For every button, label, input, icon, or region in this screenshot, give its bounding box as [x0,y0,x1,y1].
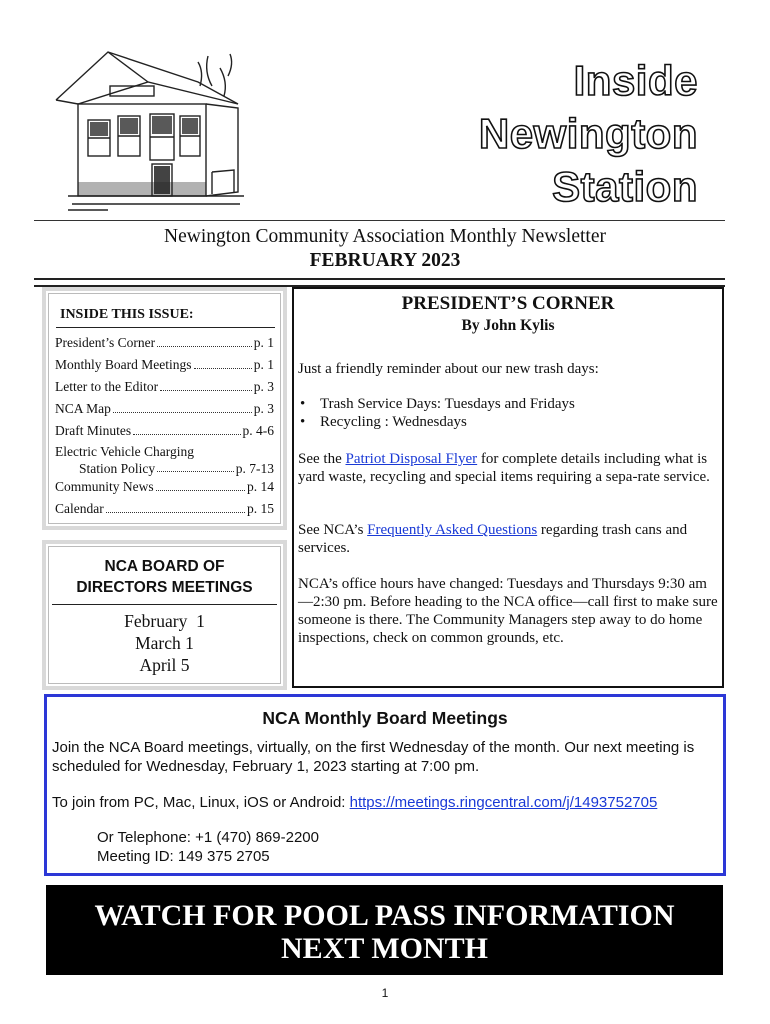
header-double-rule [34,278,725,287]
faq-link[interactable]: Frequently Asked Questions [367,522,538,538]
list-item: • Trash Service Days: Tuesdays and Fridays [320,395,740,413]
masthead-title-line3: Station [552,163,698,210]
toc-item-label: Calendar [55,501,104,516]
monthly-meetings-paragraph: Join the NCA Board meetings, virtually, on the first Wednesday of the month. Our next meeting is scheduled for Wednesday, February 1, 2023 starting at 7:00 pm. [52,739,695,775]
masthead-title-line2: Newington [478,110,698,157]
toc-item-label: Monthly Board Meetings [55,357,192,372]
toc-item-page: p. 7-13 [235,461,274,476]
join-text-pre: To join from PC, Mac, Linux, iOS or Android: [52,794,350,811]
toc-item-page: p. 3 [253,379,274,394]
flyer-text-pre: See the [298,451,346,467]
toc-item [55,477,274,496]
toc-item [55,355,274,374]
toc-item-label: Draft Minutes [55,423,132,438]
inside-this-issue-panel [42,287,287,530]
toc-item-page: p. 1 [253,335,274,350]
toc-item-label: Letter to the Editor [55,379,159,394]
board-meeting-date: March 1 [135,633,194,653]
trash-intro: Just a friendly reminder about our new trash days: [298,361,599,377]
toc-item-label: President’s Corner [55,335,156,350]
board-rule [52,604,277,605]
masthead-title-line1: Inside [573,57,698,104]
toc-item-page: p. 15 [247,501,274,516]
issue-date: FEBRUARY 2023 [309,250,461,271]
board-meeting-date: April 5 [139,655,190,675]
toc-item-page: p. 3 [253,401,274,416]
page-number: 1 [381,986,389,1000]
board-meetings-panel [42,540,287,690]
toc-item [55,399,274,418]
board-meeting-date: February 1 [124,611,205,631]
board-meetings-heading [46,556,283,598]
toc-item-label: NCA Map [55,401,111,416]
toc-item-label: Community News [55,479,154,494]
flyer-text-post: for complete details including what is yard waste, recycling and special items requiring a sepa-rate service. [298,451,710,485]
list-item: • Recycling : Wednesdays [320,413,740,431]
faq-paragraph [298,521,718,557]
toc-item-page: p. 4-6 [242,423,274,438]
meeting-id-line: Meeting ID: 149 375 2705 [97,848,270,865]
trash-days-list [298,395,740,431]
toc-item [55,499,274,518]
presidents-corner-byline: By John Kylis [461,317,555,334]
toc-rule [56,327,275,328]
station-illustration [48,42,248,220]
pool-pass-banner [46,885,723,975]
patriot-disposal-flyer-link[interactable]: Patriot Disposal Flyer [345,451,478,467]
board-heading-line1: NCA BOARD OF [104,558,225,575]
ringcentral-meeting-link[interactable]: https://meetings.ringcentral.com/j/1493752705 [349,794,658,811]
toc-heading: INSIDE THIS ISSUE: [60,307,194,322]
faq-text-pre: See NCA’s [298,522,368,538]
join-paragraph [52,793,718,812]
faq-text-post: regarding trash cans and services. [298,522,688,556]
toc-item [55,443,274,477]
toc-item [55,377,274,396]
banner-line1: WATCH FOR POOL PASS INFORMATION [94,899,675,932]
board-meeting-dates [46,610,283,676]
toc-item [55,421,274,440]
toc-item-label: Electric Vehicle Charging [55,444,194,459]
presidents-corner-title: PRESIDENT’S CORNER [401,293,615,314]
office-hours-paragraph: NCA’s office hours have changed: Tuesdays and Thursdays 9:30 am—2:30 pm. Before heading to the NCA office—call first to make sure someone is there. The Community Managers step away to do home inspections, check on common grounds, etc. [298,576,718,646]
monthly-board-meetings-box [44,694,726,876]
toc-item-page: p. 14 [247,479,274,494]
flyer-paragraph [298,450,718,486]
toc-item-page: p. 1 [253,357,274,372]
board-heading-line2: DIRECTORS MEETINGS [76,579,253,596]
toc-item [55,333,274,352]
toc-item-label-continued: Station Policy [79,461,156,476]
monthly-meetings-title: NCA Monthly Board Meetings [262,708,508,728]
masthead-title [479,54,698,213]
banner-line2: NEXT MONTH [281,932,488,965]
newsletter-subtitle: Newington Community Association Monthly Newsletter [164,226,606,247]
presidents-corner-box [292,287,724,688]
masthead-rule [34,220,725,221]
telephone-line: Or Telephone: +1 (470) 869-2200 [97,829,319,846]
